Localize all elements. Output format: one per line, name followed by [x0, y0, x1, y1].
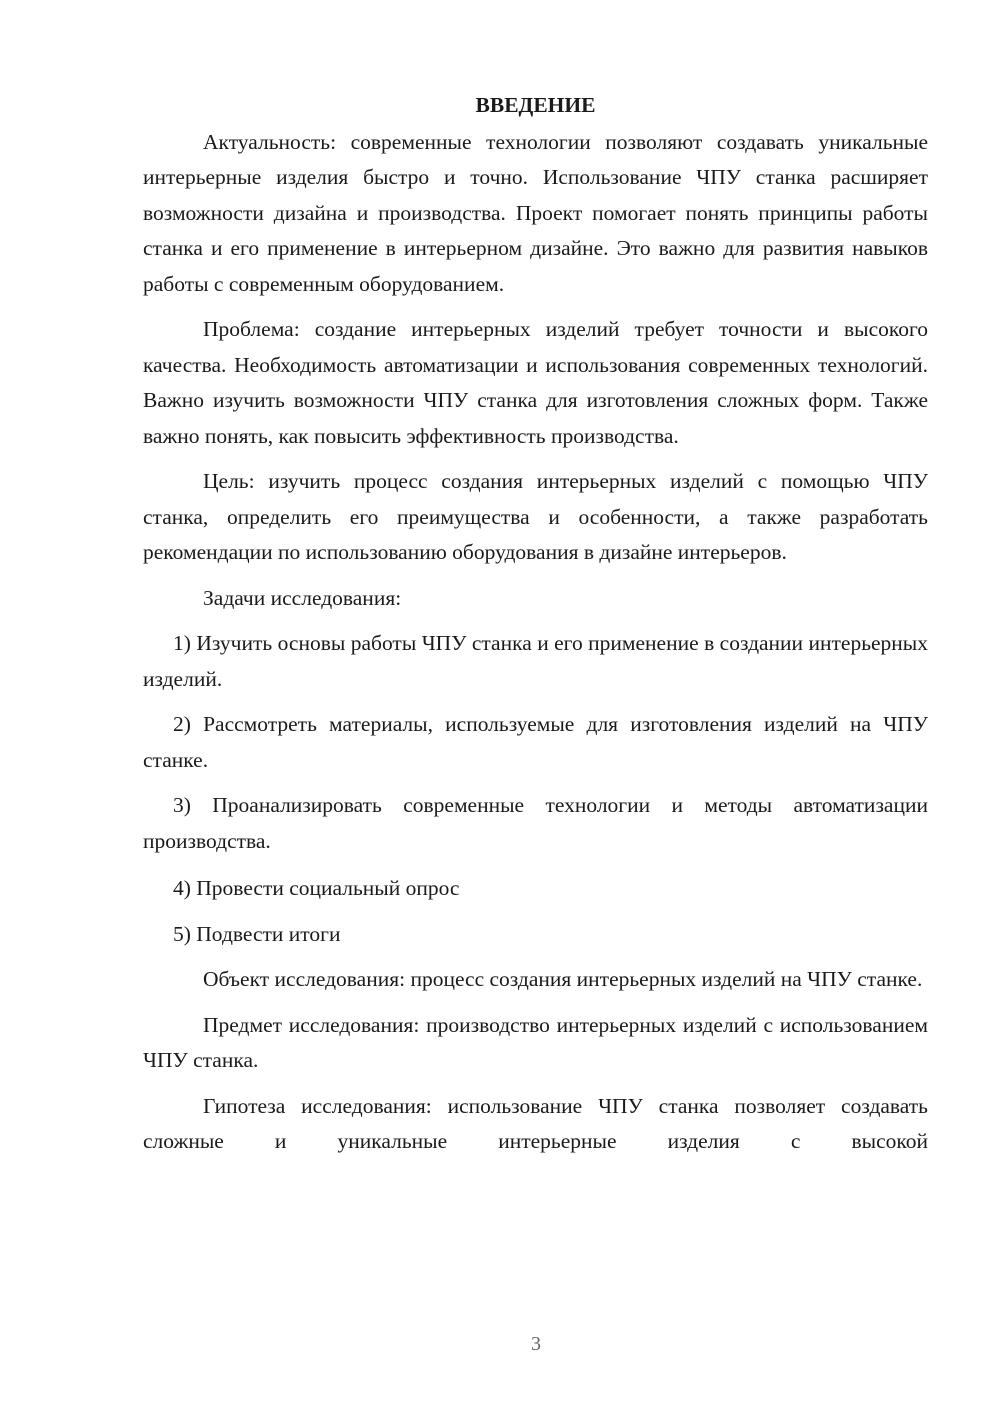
task-item-1: 1) Изучить основы работы ЧПУ станка и его применение в создании интерьерных изделий.	[143, 631, 928, 691]
task-item-4: 4) Провести социальный опрос	[173, 876, 460, 900]
task-item-2: 2) Рассмотреть материалы, используемые для изготовления изделий на ЧПУ станке.	[143, 712, 928, 772]
section-title: ВВЕДЕНИЕ	[475, 93, 596, 117]
paragraph-object: Объект исследования: процесс создания интерьерных изделий на ЧПУ станке.	[203, 967, 923, 991]
paragraph-goal: Цель: изучить процесс создания интерьерных изделий с помощью ЧПУ станка, определить его преимущества и особенности, а также разработать рекомендации по использованию оборудования в дизайне интерьеров.	[143, 469, 928, 564]
page-number: 3	[531, 1333, 541, 1355]
document-page	[143, 88, 928, 1170]
task-item-3: 3) Проанализировать современные технологии и методы автоматизации производства.	[143, 793, 928, 853]
paragraph-tasks-heading: Задачи исследования:	[203, 585, 402, 610]
paragraph-problem: Проблема: создание интерьерных изделий требует точности и высокого качества. Необходимость автоматизации и использования современных технологий. Важно изучить возможности ЧПУ станка для изготовления сложных форм. Также важно понять, как повысить эффективность производства.	[143, 317, 928, 448]
paragraph-hypothesis: Гипотеза исследования: использование ЧПУ станка позволяет создавать сложные и уникальные интерьерные изделия с высокой	[143, 1093, 928, 1153]
task-item-5: 5) Подвести итоги	[173, 921, 341, 946]
paragraph-subject: Предмет исследования: производство интерьерных изделий с использованием ЧПУ станка.	[143, 1012, 928, 1072]
paragraph-relevance: Актуальность: современные технологии позволяют создавать уникальные интерьерные изделия быстро и точно. Использование ЧПУ станка расширяет возможности дизайна и производства. Проект помогает понять принципы работы станка и его применение в интерьерном дизайне. Это важно для развития навыков работы с современным оборудованием.	[143, 129, 928, 296]
